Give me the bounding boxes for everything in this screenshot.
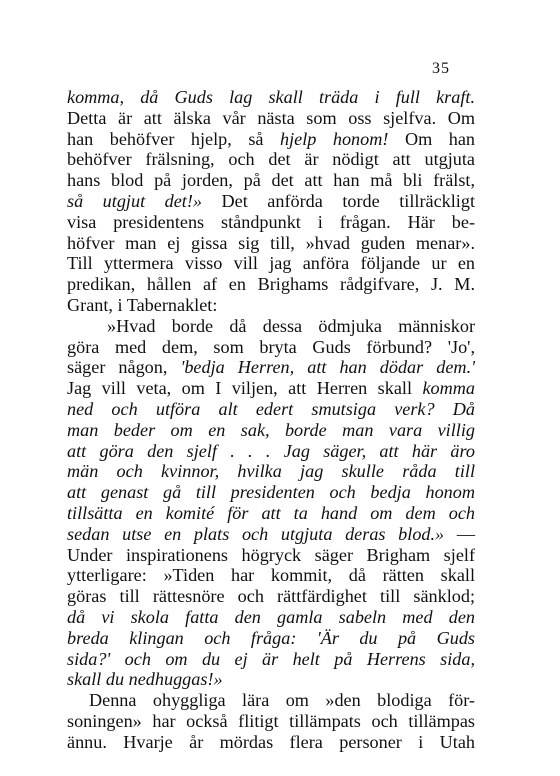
- text-line: [67, 149, 475, 170]
- roman-text: höfver man ej gissa sig till, »hvad guden menar».: [67, 232, 475, 253]
- italic-text: så utgjut det!»: [67, 190, 203, 211]
- roman-text: behöfver frälsning, och det är nödigt att utgjuta: [67, 149, 475, 170]
- italic-text: ned och utföra alt edert smutsiga verk? Då: [67, 398, 475, 419]
- italic-text: att göra den sjelf . . . Jag säger, att här äro: [67, 440, 475, 461]
- italic-text: män och kvinnor, hvilka jag skulle råda till: [67, 461, 475, 482]
- text-line: [67, 586, 475, 607]
- italic-text: då vi skola fatta den gamla sabeln med den: [67, 606, 475, 627]
- text-line: [67, 649, 475, 670]
- roman-text: visa presidentens ståndpunkt i frågan. Här be-: [67, 211, 475, 232]
- italic-text: skall du nedhuggas!»: [67, 669, 223, 690]
- roman-text: Jag vill veta, om I viljen, att Herren skall: [67, 378, 423, 399]
- roman-text: säger någon,: [67, 357, 181, 378]
- text-line: [67, 108, 475, 129]
- text-line: [67, 129, 475, 150]
- roman-text: Grant, i Tabernaklet:: [67, 294, 218, 315]
- page-number: 35: [432, 60, 450, 77]
- text-line: [67, 378, 475, 399]
- text-line: [67, 337, 475, 358]
- roman-text: ännu. Hvarje år mördas flera personer i Utah: [67, 731, 475, 752]
- text-line: [67, 524, 475, 545]
- text-line: [67, 607, 475, 628]
- roman-text: Under inspirationens högryck säger Brigham sjelf: [67, 544, 475, 565]
- roman-text: Till yttermera visso vill jag anföra följande ur en: [67, 253, 475, 274]
- text-line: [67, 545, 475, 566]
- text-line: [67, 191, 475, 212]
- text-line: [67, 295, 475, 316]
- text-line: [67, 669, 475, 690]
- roman-text: Om han: [388, 128, 475, 149]
- italic-text: 'bedja Herren, att han dödar dem.': [180, 357, 475, 378]
- italic-text: tillsätta en komité för att ta hand om dem och: [67, 502, 475, 523]
- roman-text: Detta är att älska vår nästa som oss sjelfva. Om: [67, 107, 475, 128]
- text-line: [67, 628, 475, 649]
- text-line: [67, 441, 475, 462]
- roman-text: Denna ohyggliga lära om »den blodiga för-: [89, 690, 475, 711]
- text-line: [67, 87, 475, 108]
- text-line: [67, 233, 475, 254]
- text-line: [67, 253, 475, 274]
- italic-text: sedan utse en plats och utgjuta deras blod.»: [67, 523, 445, 544]
- text-line: [67, 420, 475, 441]
- italic-text: komma, då Guds lag skall träda i full kraft.: [67, 87, 475, 107]
- roman-text: ytterligare: »Tiden har kommit, då rätten skall: [67, 565, 475, 586]
- roman-text: Det anförda torde tillräckligt: [202, 190, 475, 211]
- roman-text: han behöfver hjelp, så: [67, 128, 280, 149]
- body-text: [67, 87, 475, 753]
- italic-text: man beder om en sak, borde man vara villig: [67, 419, 475, 440]
- text-line: [67, 212, 475, 233]
- text-line: [67, 399, 475, 420]
- roman-text: göras till rättesnöre och rättfärdighet till sänklod;: [67, 586, 475, 607]
- text-line: [67, 503, 475, 524]
- italic-text: hjelp honom!: [279, 128, 389, 149]
- text-line: [67, 482, 475, 503]
- italic-text: komma: [422, 378, 475, 399]
- text-line: [67, 565, 475, 586]
- italic-text: sida?' och om du ej är helt på Herrens sida,: [67, 648, 475, 669]
- text-line: [67, 690, 475, 711]
- text-line: [67, 711, 475, 732]
- text-line: [67, 170, 475, 191]
- text-line: [67, 274, 475, 295]
- roman-text: göra med dem, som bryta Guds förbund? 'Jo',: [67, 336, 475, 357]
- roman-text: predikan, hållen af en Brighams rådgifvare, J. M.: [67, 274, 475, 295]
- roman-text: —: [444, 523, 476, 544]
- text-line: [67, 732, 475, 753]
- italic-text: breda klingan och fråga: 'Är du på Guds: [67, 627, 475, 648]
- italic-text: att genast gå till presidenten och bedja honom: [67, 482, 475, 503]
- text-line: [67, 357, 475, 378]
- roman-text: »Hvad borde då dessa ödmjuka människor: [107, 315, 475, 336]
- roman-text: hans blod på jorden, på det att han må bli frälst,: [67, 170, 475, 191]
- text-line: [67, 316, 475, 337]
- roman-text: soningen» har också flitigt tillämpats och tillämpas: [67, 710, 475, 731]
- text-line: [67, 461, 475, 482]
